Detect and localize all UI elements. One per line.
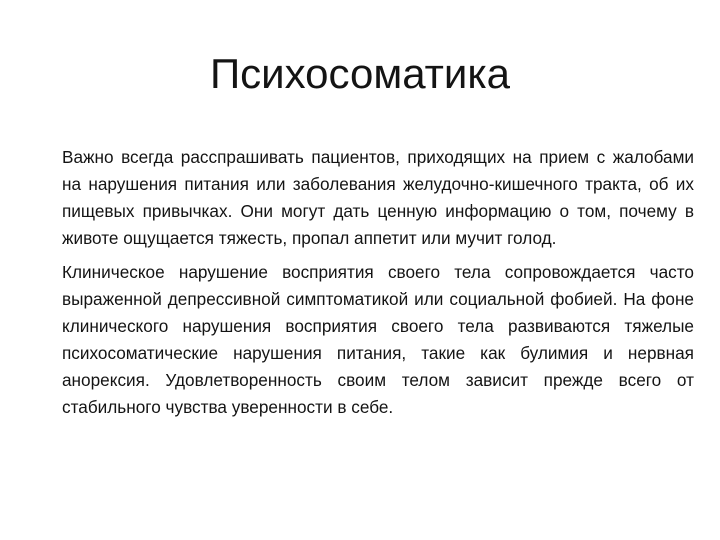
slide-body [62, 144, 694, 428]
paragraph-eating-habits: Важно всегда расспрашивать пациентов, приходящих на прием с жалобами на нарушения питания или заболевания желудочно-кишечного тракта, об их пищевых привычках. Они могут дать ценную информацию о том, почему в животе ощущается тяжесть, пропал аппетит или мучит голод. [62, 147, 694, 248]
paragraph-body-perception: Клиническое нарушение восприятия своего тела сопровождается часто выраженной депрессивной симптоматикой или социальной фобией. На фоне клинического нарушения восприятия своего тела развиваются тяжелые психосоматические нарушения питания, такие как булимия и нервная анорексия. Удовлетворенность своим телом зависит прежде всего от стабильного чувства уверенности в себе. [62, 262, 694, 417]
slide-title: Психосоматика [209, 50, 511, 97]
